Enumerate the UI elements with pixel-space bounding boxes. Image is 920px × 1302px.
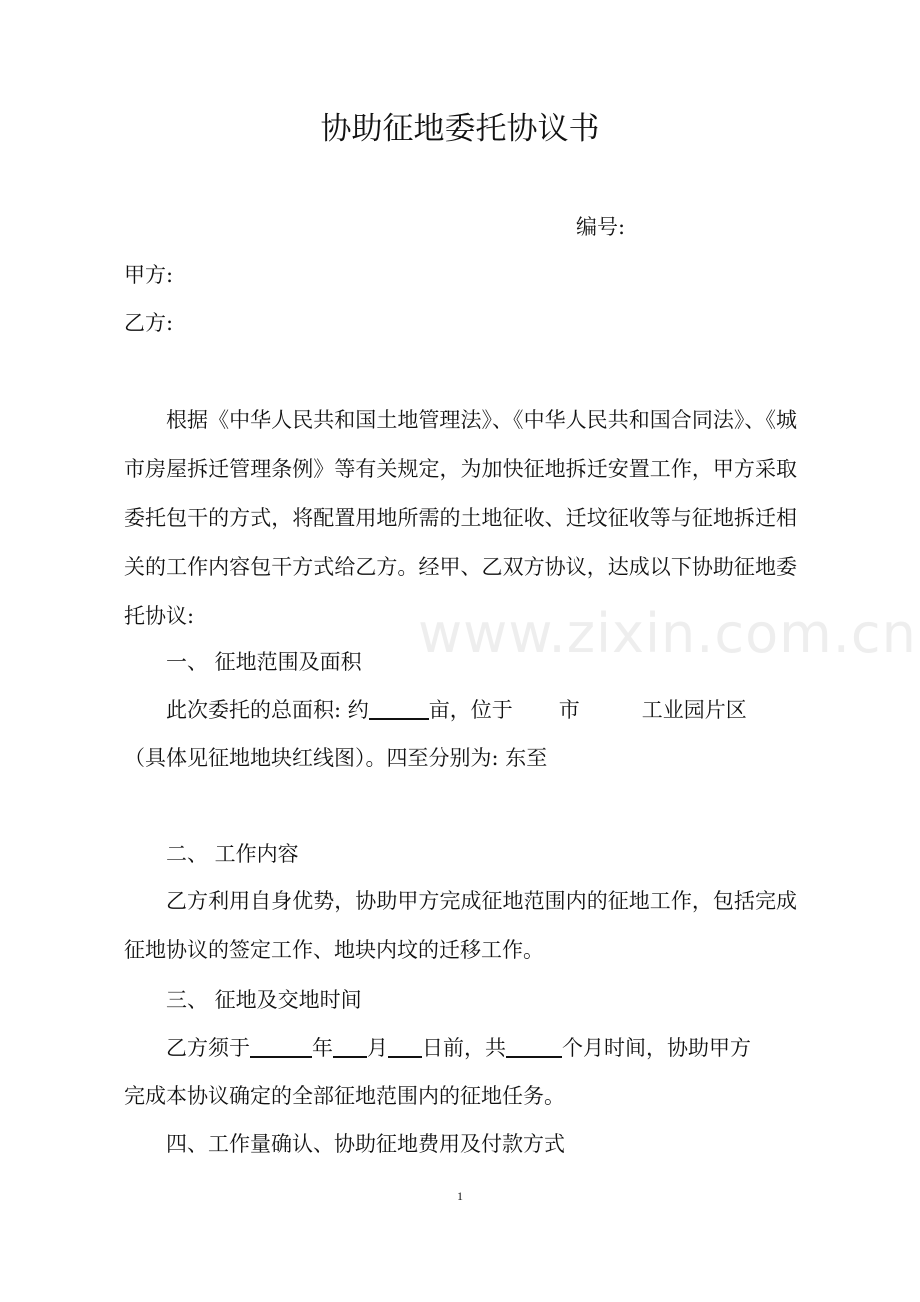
party-b-label: 乙方: xyxy=(124,311,174,335)
site-watermark: www.zixin.com.cn xyxy=(418,602,917,665)
section-3-completion-line: 完成本协议确定的全部征地范围内的征地任务。 xyxy=(124,1084,565,1108)
area-text-a: 此次委托的总面积: 约 xyxy=(166,698,369,722)
section-4-heading: 四、工作量确认、协助征地费用及付款方式 xyxy=(166,1132,565,1156)
page-number: 1 xyxy=(457,1189,463,1203)
area-text-b: 亩，位于 xyxy=(428,698,513,722)
area-text-city: 市 xyxy=(558,698,580,722)
serial-number-label: 编号: xyxy=(576,215,626,239)
time-text-months: 个月时间，协助甲方 xyxy=(562,1036,751,1060)
time-text-a: 乙方须于 xyxy=(166,1036,250,1060)
section-3-heading: 三、 征地及交地时间 xyxy=(166,988,362,1012)
time-text-month: 月 xyxy=(367,1036,388,1060)
day-blank xyxy=(388,1032,422,1058)
document-title: 协助征地委托协议书 xyxy=(320,111,600,147)
intro-paragraph: 根据《中华人民共和国土地管理法》、《中华人民共和国合同法》、《城市房屋拆迁管理条例》等有关规定，为加快征地拆迁安置工作，甲方采取委托包干的方式，将配置用地所需的土地征收、迁坟征收等与征地拆迁相关的工作内容包干方式给乙方。经甲、乙双方协议，达成以下协助征地委托协议: xyxy=(124,408,797,628)
party-a-label: 甲方: xyxy=(124,263,174,287)
month-blank xyxy=(333,1032,367,1058)
section-1-heading: 一、 征地范围及面积 xyxy=(166,650,362,674)
time-text-year: 年 xyxy=(312,1036,333,1060)
section-1-area-line xyxy=(166,694,846,726)
area-text-park: 工业园片区 xyxy=(641,698,747,722)
section-2-paragraph: 乙方利用自身优势，协助甲方完成征地范围内的征地工作，包括完成征地协议的签定工作、地块内坟的迁移工作。 xyxy=(124,889,797,962)
section-3-time-line xyxy=(166,1032,846,1064)
time-text-day: 日前，共 xyxy=(422,1036,506,1060)
section-1-boundary-line: （具体见征地地块红线图）。四至分别为: 东至 xyxy=(124,746,548,770)
section-2-heading: 二、 工作内容 xyxy=(166,842,299,866)
year-blank xyxy=(250,1032,312,1058)
months-count-blank xyxy=(506,1032,562,1058)
area-blank xyxy=(369,694,429,720)
